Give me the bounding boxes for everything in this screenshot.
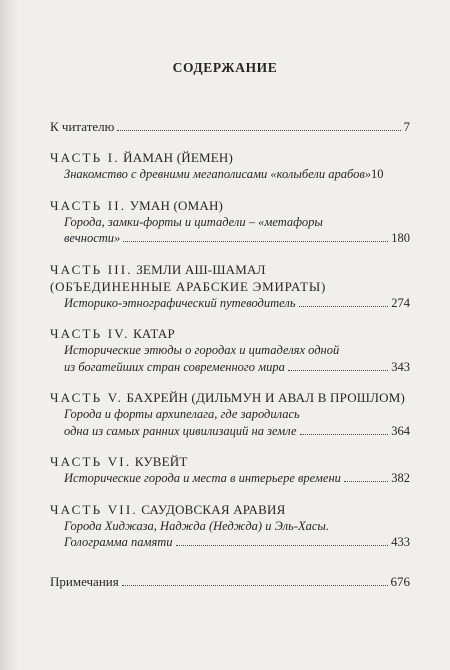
- part-heading[interactable]: [50, 325, 410, 342]
- toc-entry[interactable]: [64, 518, 410, 535]
- entry-text: Города Хиджаза, Наджда (Неджда) и Эль-Хасы.: [64, 518, 330, 533]
- entry-page: 343: [391, 359, 410, 374]
- leader-dots: [288, 370, 388, 371]
- leader-dots: [123, 241, 388, 242]
- entry-text: Знакомство с древними мегаполисами «колыбели арабов»: [64, 167, 371, 181]
- leader-dots: [117, 130, 400, 131]
- part-heading[interactable]: [50, 197, 410, 214]
- entry-text: вечности»: [64, 231, 121, 245]
- part-heading[interactable]: [50, 389, 410, 406]
- part-label: ЧАСТЬ VII.: [50, 501, 138, 517]
- toc-part: [50, 325, 410, 375]
- part-label: ЧАСТЬ I.: [50, 150, 120, 165]
- entry-text: Исторические города и места в интерьере времени: [64, 471, 341, 485]
- entry-last-line: [64, 359, 410, 376]
- entry-text: Голограмма памяти: [64, 535, 173, 549]
- part-heading[interactable]: [50, 261, 410, 295]
- leader-dots: [122, 585, 388, 586]
- page-title: СОДЕРЖАНИЕ: [172, 60, 278, 75]
- toc-entry[interactable]: [64, 295, 410, 312]
- entry-page: 382: [391, 471, 410, 485]
- entry-line: Города и форты архипелага, где зародилась: [64, 407, 300, 421]
- entry-last-line: [64, 423, 410, 440]
- toc-entry[interactable]: [64, 214, 410, 247]
- entry-page: 274: [391, 295, 410, 310]
- toc-entry[interactable]: [64, 166, 410, 183]
- part-heading[interactable]: [50, 453, 410, 470]
- toc-intro-label: К читателю: [50, 119, 115, 134]
- part-title: САУДОВСКАЯ АРАВИЯ: [141, 501, 286, 517]
- part-title: ЗЕМЛИ АШ-ШАМАЛ: [136, 261, 266, 277]
- toc-part: [50, 389, 410, 439]
- table-of-contents: [50, 118, 410, 590]
- part-label: ЧАСТЬ III.: [50, 261, 133, 277]
- entry-last-line: [64, 470, 410, 487]
- entry-text: одна из самых ранних цивилизаций на земле: [64, 423, 297, 438]
- part-label: ЧАСТЬ IV.: [50, 326, 130, 341]
- part-heading[interactable]: [50, 149, 410, 166]
- part-title: КУВЕЙТ: [134, 454, 188, 469]
- entry-last-line: [64, 230, 410, 247]
- toc-intro[interactable]: [50, 118, 410, 135]
- toc-intro-page: 7: [403, 119, 410, 134]
- part-title: УМАН (ОМАН): [129, 197, 224, 213]
- toc-entry[interactable]: [64, 534, 410, 551]
- leader-dots: [299, 306, 389, 307]
- toc-entry[interactable]: [64, 406, 410, 439]
- entry-last-line: [64, 295, 410, 312]
- entry-text: из богатейших стран современного мира: [64, 359, 285, 374]
- toc-parts: [50, 149, 410, 551]
- entry-last-line: [64, 166, 410, 183]
- entry-text: Историко-этнографический путеводитель: [64, 295, 296, 310]
- toc-notes-page: 676: [390, 573, 410, 589]
- part-title: КАТАР: [133, 326, 175, 341]
- part-subtitle: (ОБЪЕДИНЕННЫЕ АРАБСКИЕ ЭМИРАТЫ): [50, 278, 327, 294]
- entry-page: 10: [371, 167, 384, 181]
- binding-shadow: [0, 0, 18, 670]
- leader-dots: [300, 434, 389, 435]
- toc-notes-label: Примечания: [50, 573, 119, 589]
- part-label: ЧАСТЬ II.: [50, 197, 127, 213]
- leader-dots: [176, 545, 389, 546]
- toc-part: [50, 453, 410, 487]
- entry-line: Города, замки-форты и цитадели – «метафоры: [64, 214, 323, 229]
- entry-page: 180: [391, 231, 410, 245]
- part-label: ЧАСТЬ VI.: [50, 454, 132, 469]
- part-heading[interactable]: [50, 501, 410, 518]
- toc-part: [50, 197, 410, 247]
- part-label: ЧАСТЬ V.: [50, 390, 124, 405]
- entry-line: Исторические этюды о городах и цитаделях одной: [64, 343, 340, 357]
- leader-dots: [344, 481, 388, 482]
- entry-last-line: [64, 518, 410, 535]
- toc-part: [50, 501, 410, 551]
- toc-part: [50, 149, 410, 183]
- entry-page: 364: [391, 423, 410, 438]
- entry-page: 433: [391, 535, 410, 549]
- toc-entry[interactable]: [64, 470, 410, 487]
- part-title: ЙАМАН (ЙЕМЕН): [123, 150, 233, 165]
- part-title: БАХРЕЙН (ДИЛЬМУН И АВАЛ В ПРОШЛОМ): [126, 390, 405, 405]
- entry-last-line: [64, 534, 410, 551]
- toc-notes[interactable]: [50, 573, 410, 590]
- toc-part: [50, 261, 410, 312]
- toc-entry[interactable]: [64, 342, 410, 375]
